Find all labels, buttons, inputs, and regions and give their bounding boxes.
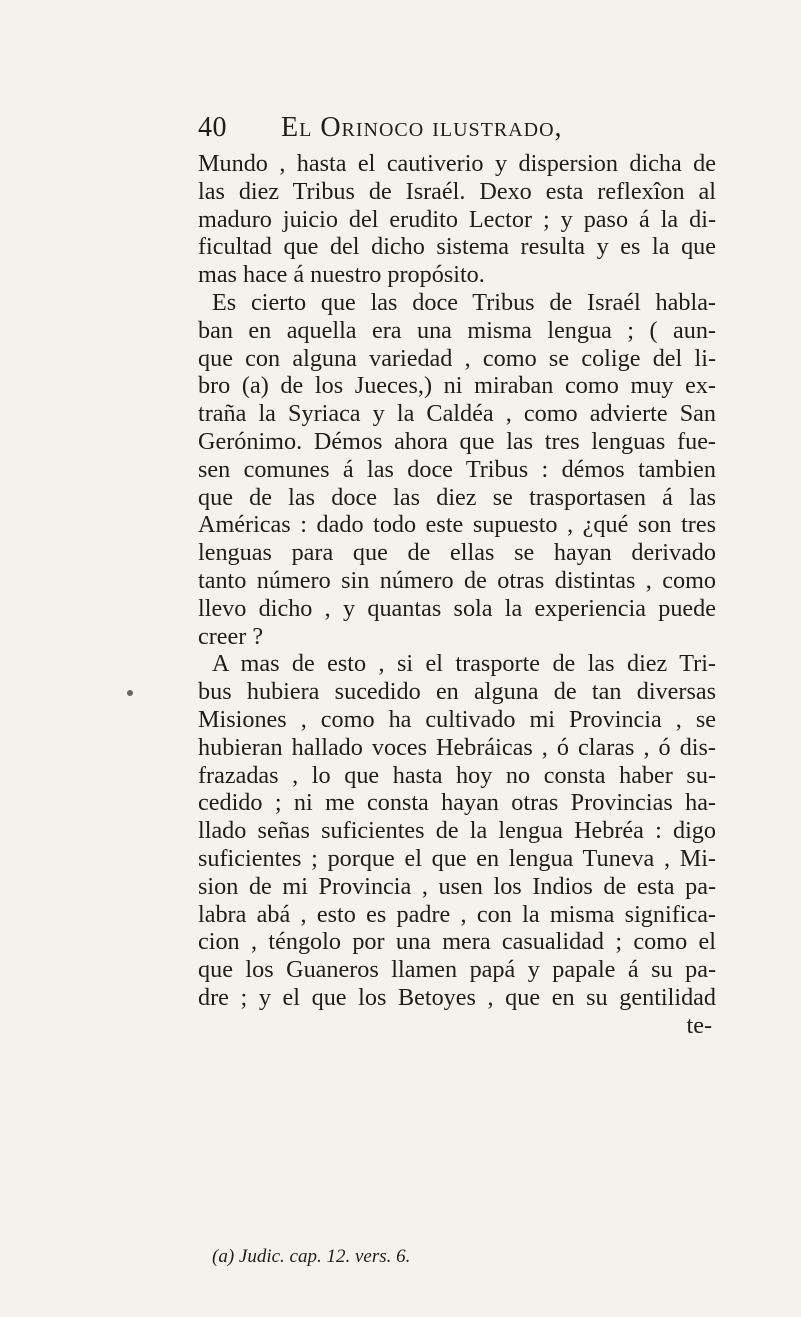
running-title: El Orinoco ilustrado,	[281, 112, 563, 143]
text-line: sion de mi Provincia , usen los Indios de esta pa-	[198, 872, 716, 900]
page-number: 40	[198, 112, 227, 143]
text-line: las diez Tribus de Israél. Dexo esta reflexîon al	[198, 177, 716, 205]
text-line: suficientes ; porque el que en lengua Tuneva , Mi-	[198, 844, 716, 872]
text-line: A mas de esto , si el trasporte de las diez Tri-	[212, 650, 716, 678]
text-line: llevo dicho , y quantas sola la experiencia puede	[198, 594, 716, 622]
ink-spot	[127, 690, 133, 696]
text-line: bro (a) de los Jueces,) ni miraban como muy ex-	[198, 372, 716, 400]
text-line: ban en aquella era una misma lengua ; ( aun-	[198, 316, 716, 344]
text-line: dre ; y el que los Betoyes , que en su gentilidad	[198, 983, 716, 1011]
text-line: cedido ; ni me consta hayan otras Provincias ha-	[198, 789, 716, 817]
text-line: maduro juicio del erudito Lector ; y paso á la di-	[198, 205, 716, 233]
text-line: tanto número sin número de otras distintas , como	[198, 566, 716, 594]
text-line: traña la Syriaca y la Caldéa , como advierte San	[198, 400, 716, 428]
text-line: bus hubiera sucedido en alguna de tan diversas	[198, 678, 716, 706]
text-line: lenguas para que de ellas se hayan derivado	[198, 539, 716, 567]
text-line: ficultad que del dicho sistema resulta y es la que	[198, 233, 716, 261]
text-line: llado señas suficientes de la lengua Hebréa : digo	[198, 817, 716, 845]
text-line: Gerónimo. Démos ahora que las tres lenguas fue-	[198, 427, 716, 455]
text-line: Es cierto que las doce Tribus de Israél habla-	[212, 288, 716, 316]
text-line: que con alguna variedad , como se colige del li-	[198, 344, 716, 372]
catchword: te-	[686, 1011, 712, 1039]
body-text	[198, 150, 716, 1040]
text-line: labra abá , esto es padre , con la misma significa-	[198, 900, 716, 928]
text-line: creer ?	[198, 622, 264, 650]
text-line: sen comunes á las doce Tribus : démos tambien	[198, 455, 716, 483]
footnote: (a) Judic. cap. 12. vers. 6.	[212, 1246, 411, 1267]
page-header	[198, 112, 718, 152]
text-line: que de las doce las diez se trasportasen á las	[198, 483, 716, 511]
text-line: mas hace á nuestro propósito.	[198, 261, 485, 289]
text-line: frazadas , lo que hasta hoy no consta haber su-	[198, 761, 716, 789]
text-line: Américas : dado todo este supuesto , ¿qué son tres	[198, 511, 716, 539]
text-line: hubieran hallado voces Hebráicas , ó claras , ó dis-	[198, 733, 716, 761]
text-line: Misiones , como ha cultivado mi Provincia , se	[198, 705, 716, 733]
text-line: cion , téngolo por una mera casualidad ; como el	[198, 928, 716, 956]
text-line: Mundo , hasta el cautiverio y dispersion dicha de	[198, 150, 716, 177]
text-line: que los Guaneros llamen papá y papale á su pa-	[198, 956, 716, 984]
